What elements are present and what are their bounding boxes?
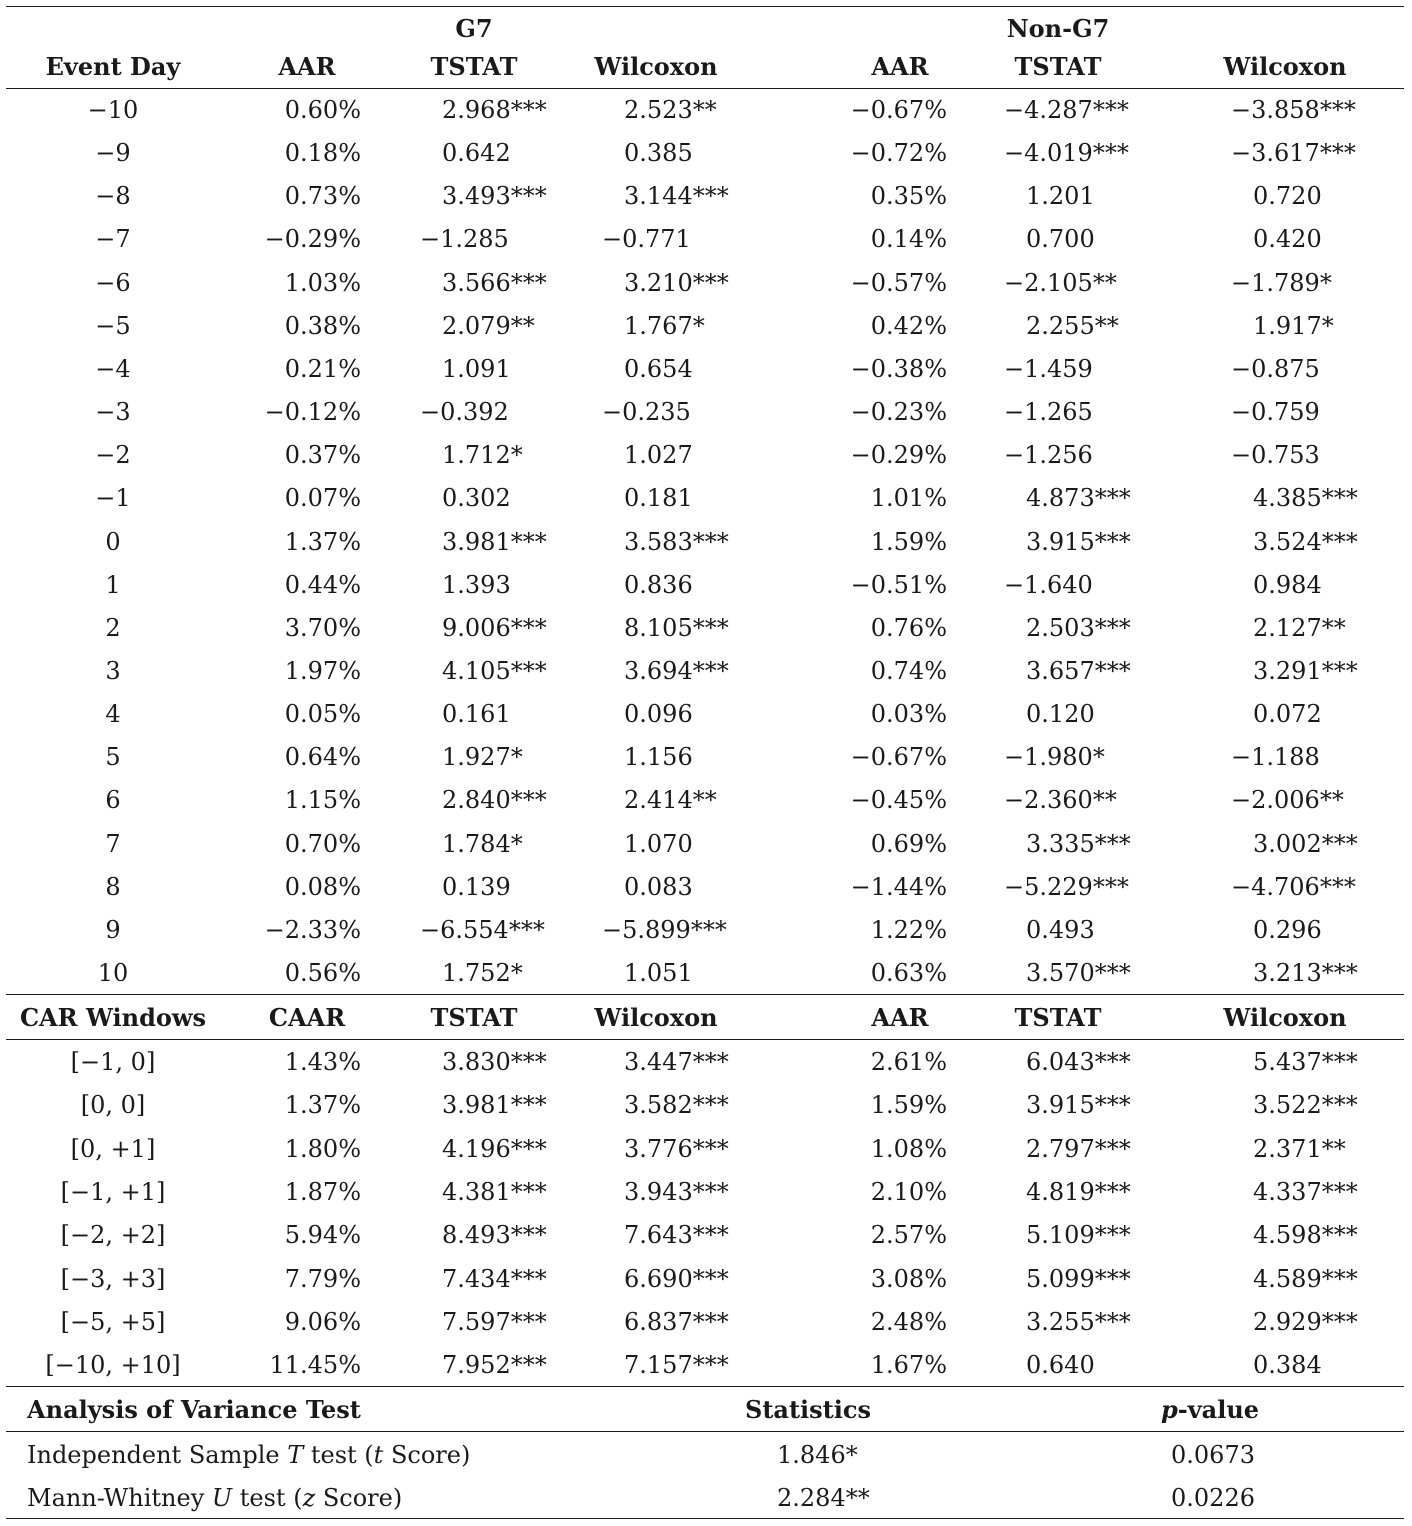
anova-title: Analysis of Variance Test [27,1395,361,1424]
car-row-nong7-wilcoxon: 0.384 [1253,1351,1322,1380]
car-row-g7-wilcoxon: 6.837*** [624,1307,729,1336]
event-row-nong7-tstat: −1.640 [1004,570,1093,599]
event-row-nong7-wilcoxon: −0.875 [1231,354,1320,383]
event-row-label: 0 [105,527,121,556]
event-row-g7-aar: 0.18% [284,139,361,168]
car-row-nong7-aar: 1.67% [870,1351,947,1380]
car-row-nong7-tstat: 5.099*** [1026,1264,1131,1293]
car-row-g7-wilcoxon: 3.776*** [624,1134,729,1163]
event-row-g7-tstat: 2.968*** [442,96,547,124]
event-row-label: −6 [95,268,131,297]
event-row-g7-aar: 0.70% [284,829,361,858]
car-row-nong7-aar: 1.08% [870,1134,947,1163]
event-row-label: 4 [105,700,121,729]
car-row-nong7-tstat: 6.043*** [1026,1048,1131,1076]
event-row-g7-tstat: −0.392 [420,398,509,427]
event-row-nong7-tstat: 3.915*** [1026,527,1131,556]
header-rule [6,88,1404,89]
car-row-g7-tstat: 3.830*** [442,1048,547,1076]
pvalue-label-rest: -value [1177,1395,1260,1424]
col-header-g7-wilcoxon: Wilcoxon [594,52,718,81]
event-row-g7-aar: 1.37% [284,527,361,556]
event-row-nong7-wilcoxon: 0.296 [1253,915,1322,944]
event-row-g7-aar: 1.15% [284,786,361,815]
car-row-g7-aar: 1.37% [284,1091,361,1120]
event-row-g7-tstat: 4.105*** [442,656,547,685]
event-row-nong7-tstat: −5.229*** [1004,872,1129,901]
anova-pvalue-mannwhitney: 0.0226 [1171,1484,1255,1512]
event-row-g7-tstat: 0.139 [442,872,511,901]
event-row-g7-aar: 0.05% [284,700,361,729]
anova-section-top-rule [6,1386,1404,1387]
event-row-nong7-tstat: 0.493 [1026,915,1095,944]
car-row-nong7-aar: 1.59% [870,1091,947,1120]
event-row-nong7-wilcoxon: 0.072 [1253,700,1322,729]
event-row-label: 2 [105,613,121,642]
event-row-nong7-wilcoxon: −0.753 [1231,441,1320,470]
event-row-nong7-tstat: −4.019*** [1004,139,1129,168]
event-row-g7-wilcoxon: 3.694*** [624,656,729,685]
event-row-nong7-tstat: 1.201 [1026,182,1095,211]
event-row-nong7-aar: 1.22% [870,915,947,944]
event-row-g7-wilcoxon: 0.083 [624,872,693,901]
event-row-label: 3 [105,656,121,685]
event-row-g7-aar: 0.60% [284,96,361,124]
anova-stat-mannwhitney: 2.284** [777,1484,870,1512]
anova-statistics-header: Statistics [744,1395,872,1424]
car-row-g7-tstat: 7.434*** [442,1264,547,1293]
event-row-nong7-wilcoxon: 2.127** [1253,613,1346,642]
car-row-nong7-aar: 2.57% [870,1221,947,1250]
event-row-g7-wilcoxon: 0.385 [624,139,693,168]
event-row-g7-wilcoxon: 1.051 [624,959,693,987]
anova-test-label-ttest [27,1441,470,1469]
event-row-g7-wilcoxon: 3.210*** [624,268,729,297]
anova-label-var: t [373,1441,384,1469]
event-row-nong7-aar: 0.69% [870,829,947,858]
event-row-g7-tstat: 3.493*** [442,182,547,211]
event-row-nong7-aar: 0.63% [870,959,947,987]
event-row-g7-tstat: −1.285 [420,225,509,254]
event-row-g7-wilcoxon: 3.144*** [624,182,729,211]
event-row-g7-aar: 0.37% [284,441,361,470]
event-row-nong7-aar: −0.45% [850,786,947,815]
col-header-car-windows: CAR Windows [19,1003,207,1032]
col-header-g7-caar: CAAR [268,1003,346,1032]
event-row-g7-wilcoxon: 1.070 [624,829,693,858]
event-row-nong7-wilcoxon: 0.984 [1253,570,1322,599]
car-row-label: [0, +1] [70,1134,156,1163]
event-row-nong7-wilcoxon: −3.617*** [1231,139,1356,168]
col-header-car-nong7-aar: AAR [871,1003,929,1032]
event-row-nong7-wilcoxon: 0.420 [1253,225,1322,254]
event-row-nong7-tstat: −2.360** [1004,786,1117,815]
event-row-nong7-wilcoxon: −0.759 [1231,398,1320,427]
anova-test-label-mannwhitney [27,1484,402,1512]
event-row-nong7-aar: 0.03% [870,700,947,729]
car-row-nong7-aar: 2.10% [870,1177,947,1206]
event-row-g7-aar: 0.56% [284,959,361,987]
event-row-nong7-tstat: 3.335*** [1026,829,1131,858]
event-row-nong7-tstat: 3.657*** [1026,656,1131,685]
car-row-nong7-tstat: 4.819*** [1026,1177,1131,1206]
car-row-nong7-tstat: 5.109*** [1026,1221,1131,1250]
event-row-nong7-tstat: −1.459 [1004,354,1093,383]
event-row-nong7-aar: −0.23% [850,398,947,427]
event-row-nong7-aar: 0.14% [870,225,947,254]
car-row-g7-aar: 1.80% [284,1134,361,1163]
event-row-g7-wilcoxon: 0.181 [624,484,693,513]
event-row-g7-aar: −0.12% [264,398,361,427]
car-row-nong7-tstat: 3.915*** [1026,1091,1131,1120]
col-header-car-nong7-tstat: TSTAT [1014,1003,1102,1032]
anova-pvalue-ttest: 0.0673 [1171,1441,1255,1469]
event-row-g7-wilcoxon: 0.836 [624,570,693,599]
event-row-g7-wilcoxon: 2.523** [624,96,717,124]
car-row-nong7-wilcoxon: 2.371** [1253,1134,1346,1163]
col-header-car-nong7-wilcoxon: Wilcoxon [1223,1003,1347,1032]
car-row-nong7-aar: 2.61% [870,1048,947,1076]
event-row-g7-tstat: 0.161 [442,700,511,729]
event-row-g7-aar: −0.29% [264,225,361,254]
event-row-nong7-wilcoxon: −1.789* [1231,268,1332,297]
anova-pvalue-header [1161,1396,1259,1424]
anova-label-var: T [287,1441,304,1469]
event-row-g7-aar: 0.38% [284,311,361,340]
event-row-nong7-wilcoxon: −3.858*** [1231,96,1356,124]
car-row-g7-aar: 1.43% [284,1048,361,1076]
event-row-g7-wilcoxon: 1.156 [624,743,693,772]
event-row-g7-wilcoxon: 2.414** [624,786,717,815]
anova-label-var: U [211,1484,233,1512]
bottom-rule [6,1518,1404,1519]
event-row-g7-tstat: 1.393 [442,570,511,599]
event-row-g7-wilcoxon: 8.105*** [624,613,729,642]
event-row-g7-tstat: 2.840*** [442,786,547,815]
event-row-nong7-tstat: 2.503*** [1026,613,1131,642]
event-row-nong7-wilcoxon: 3.002*** [1253,829,1358,858]
event-row-nong7-aar: 0.76% [870,613,947,642]
anova-label-part: Score) [383,1441,471,1469]
car-row-g7-aar: 1.87% [284,1177,361,1206]
event-row-nong7-tstat: −2.105** [1004,268,1117,297]
event-row-label: 7 [105,829,121,858]
car-row-g7-wilcoxon: 3.447*** [624,1048,729,1076]
anova-label-part: Independent Sample [27,1441,288,1469]
event-row-nong7-aar: 0.42% [870,311,947,340]
event-row-label: −9 [95,139,131,168]
col-header-nong7-tstat: TSTAT [1014,52,1102,81]
car-row-nong7-tstat: 2.797*** [1026,1134,1131,1163]
anova-stat-ttest: 1.846* [777,1441,858,1469]
event-row-label: −1 [95,484,131,513]
event-row-g7-wilcoxon: 3.583*** [624,527,729,556]
car-row-nong7-wilcoxon: 4.337*** [1253,1177,1358,1206]
event-row-g7-aar: 0.44% [284,570,361,599]
car-row-nong7-wilcoxon: 5.437*** [1253,1048,1358,1076]
event-row-nong7-wilcoxon: 4.385*** [1253,484,1358,513]
event-row-g7-tstat: 1.712* [442,441,523,470]
event-row-g7-aar: 3.70% [284,613,361,642]
event-row-g7-aar: 1.97% [284,656,361,685]
event-row-nong7-aar: 0.74% [870,656,947,685]
car-row-g7-tstat: 3.981*** [442,1091,547,1120]
event-row-g7-aar: 0.73% [284,182,361,211]
event-row-nong7-aar: −0.67% [850,96,947,124]
event-row-nong7-aar: 1.59% [870,527,947,556]
car-row-nong7-aar: 3.08% [870,1264,947,1293]
event-row-g7-wilcoxon: 1.767* [624,311,705,340]
event-row-g7-tstat: 3.981*** [442,527,547,556]
event-row-nong7-tstat: 4.873*** [1026,484,1131,513]
event-row-g7-wilcoxon: −0.771 [602,225,691,254]
col-header-g7-aar: AAR [278,52,336,81]
car-row-nong7-wilcoxon: 4.589*** [1253,1264,1358,1293]
event-row-nong7-tstat: −1.256 [1004,441,1093,470]
event-row-g7-aar: −2.33% [264,915,361,944]
col-header-event-day: Event Day [45,52,181,81]
event-row-nong7-aar: −0.29% [850,441,947,470]
event-row-label: −7 [95,225,131,254]
event-row-nong7-tstat: 3.570*** [1026,959,1131,987]
car-row-label: [−5, +5] [60,1307,166,1336]
car-row-label: [−1, 0] [70,1048,156,1076]
group-header-nong7: Non-G7 [1006,14,1110,43]
car-row-g7-wilcoxon: 3.582*** [624,1091,729,1120]
car-row-g7-wilcoxon: 7.643*** [624,1221,729,1250]
car-section-top-rule [6,994,1404,995]
car-row-g7-tstat: 7.952*** [442,1351,547,1380]
event-row-nong7-aar: −0.67% [850,743,947,772]
event-row-g7-tstat: −6.554*** [420,915,545,944]
event-row-g7-wilcoxon: 1.027 [624,441,693,470]
car-row-nong7-wilcoxon: 4.598*** [1253,1221,1358,1250]
event-row-nong7-wilcoxon: 3.213*** [1253,959,1358,987]
event-row-label: −8 [95,182,131,211]
car-header-rule [6,1039,1404,1040]
car-row-g7-aar: 7.79% [284,1264,361,1293]
event-row-nong7-wilcoxon: 0.720 [1253,182,1322,211]
event-row-nong7-wilcoxon: −4.706*** [1231,872,1356,901]
event-row-label: −5 [95,311,131,340]
event-row-nong7-tstat: −1.980* [1004,743,1105,772]
event-row-nong7-aar: −0.57% [850,268,947,297]
anova-header-rule [6,1431,1404,1432]
event-row-g7-wilcoxon: −5.899*** [602,915,727,944]
car-row-label: [0, 0] [80,1091,146,1120]
car-row-g7-tstat: 8.493*** [442,1221,547,1250]
event-row-g7-tstat: 0.642 [442,139,511,168]
event-row-g7-tstat: 1.784* [442,829,523,858]
event-row-label: −4 [95,354,131,383]
top-rule [6,6,1404,7]
car-row-g7-wilcoxon: 3.943*** [624,1177,729,1206]
event-row-nong7-aar: −0.38% [850,354,947,383]
event-row-label: −2 [95,441,131,470]
event-row-label: 8 [105,872,121,901]
car-row-g7-tstat: 7.597*** [442,1307,547,1336]
event-row-nong7-tstat: 0.120 [1026,700,1095,729]
event-row-g7-aar: 0.21% [284,354,361,383]
car-row-g7-aar: 11.45% [269,1351,361,1380]
event-row-nong7-wilcoxon: 3.291*** [1253,656,1358,685]
event-row-label: −10 [87,96,139,124]
car-row-nong7-tstat: 3.255*** [1026,1307,1131,1336]
anova-label-part: test ( [232,1484,303,1512]
event-row-nong7-wilcoxon: −1.188 [1231,743,1320,772]
col-header-car-g7-tstat: TSTAT [430,1003,518,1032]
event-row-nong7-aar: −1.44% [850,872,947,901]
event-row-g7-tstat: 1.752* [442,959,523,987]
event-row-label: 9 [105,915,121,944]
event-row-nong7-aar: −0.72% [850,139,947,168]
event-row-nong7-aar: −0.51% [850,570,947,599]
event-row-nong7-wilcoxon: −2.006** [1231,786,1344,815]
car-row-label: [−1, +1] [60,1177,166,1206]
car-row-g7-tstat: 4.196*** [442,1134,547,1163]
event-row-g7-tstat: 1.091 [442,354,511,383]
event-row-nong7-wilcoxon: 3.524*** [1253,527,1358,556]
anova-label-part: Score) [315,1484,403,1512]
car-row-g7-aar: 5.94% [284,1221,361,1250]
col-header-nong7-aar: AAR [871,52,929,81]
event-row-label: 6 [105,786,121,815]
event-row-g7-tstat: 0.302 [442,484,511,513]
event-row-g7-wilcoxon: 0.654 [624,354,693,383]
event-row-g7-aar: 0.64% [284,743,361,772]
event-row-nong7-wilcoxon: 1.917* [1253,311,1334,340]
event-row-g7-tstat: 1.927* [442,743,523,772]
car-row-label: [−10, +10] [45,1351,181,1380]
col-header-g7-tstat: TSTAT [430,52,518,81]
event-row-g7-aar: 0.08% [284,872,361,901]
group-header-g7: G7 [455,14,493,43]
event-row-nong7-tstat: 2.255** [1026,311,1119,340]
event-row-g7-tstat: 9.006*** [442,613,547,642]
car-row-g7-wilcoxon: 6.690*** [624,1264,729,1293]
event-row-nong7-tstat: −1.265 [1004,398,1093,427]
event-row-nong7-tstat: −4.287*** [1004,96,1129,124]
event-row-g7-wilcoxon: −0.235 [602,398,691,427]
event-row-label: 5 [105,743,121,772]
car-row-g7-wilcoxon: 7.157*** [624,1351,729,1380]
car-row-g7-aar: 9.06% [284,1307,361,1336]
event-row-g7-tstat: 3.566*** [442,268,547,297]
event-row-label: −3 [95,398,131,427]
anova-label-part: test ( [303,1441,374,1469]
pvalue-italic-p: p [1160,1395,1178,1424]
car-row-nong7-wilcoxon: 2.929*** [1253,1307,1358,1336]
car-row-g7-tstat: 4.381*** [442,1177,547,1206]
car-row-label: [−2, +2] [60,1221,166,1250]
anova-label-var: z [302,1484,316,1512]
event-row-g7-aar: 1.03% [284,268,361,297]
event-row-nong7-aar: 0.35% [870,182,947,211]
col-header-nong7-wilcoxon: Wilcoxon [1223,52,1347,81]
event-row-g7-aar: 0.07% [284,484,361,513]
car-row-nong7-aar: 2.48% [870,1307,947,1336]
event-row-label: 1 [105,570,121,599]
col-header-car-g7-wilcoxon: Wilcoxon [594,1003,718,1032]
anova-label-part: Mann-Whitney [27,1484,212,1512]
car-row-nong7-wilcoxon: 3.522*** [1253,1091,1358,1120]
event-row-g7-wilcoxon: 0.096 [624,700,693,729]
car-row-nong7-tstat: 0.640 [1026,1351,1095,1380]
event-row-label: 10 [97,959,129,987]
event-row-g7-tstat: 2.079** [442,311,535,340]
event-row-nong7-aar: 1.01% [870,484,947,513]
car-row-label: [−3, +3] [60,1264,166,1293]
event-row-nong7-tstat: 0.700 [1026,225,1095,254]
